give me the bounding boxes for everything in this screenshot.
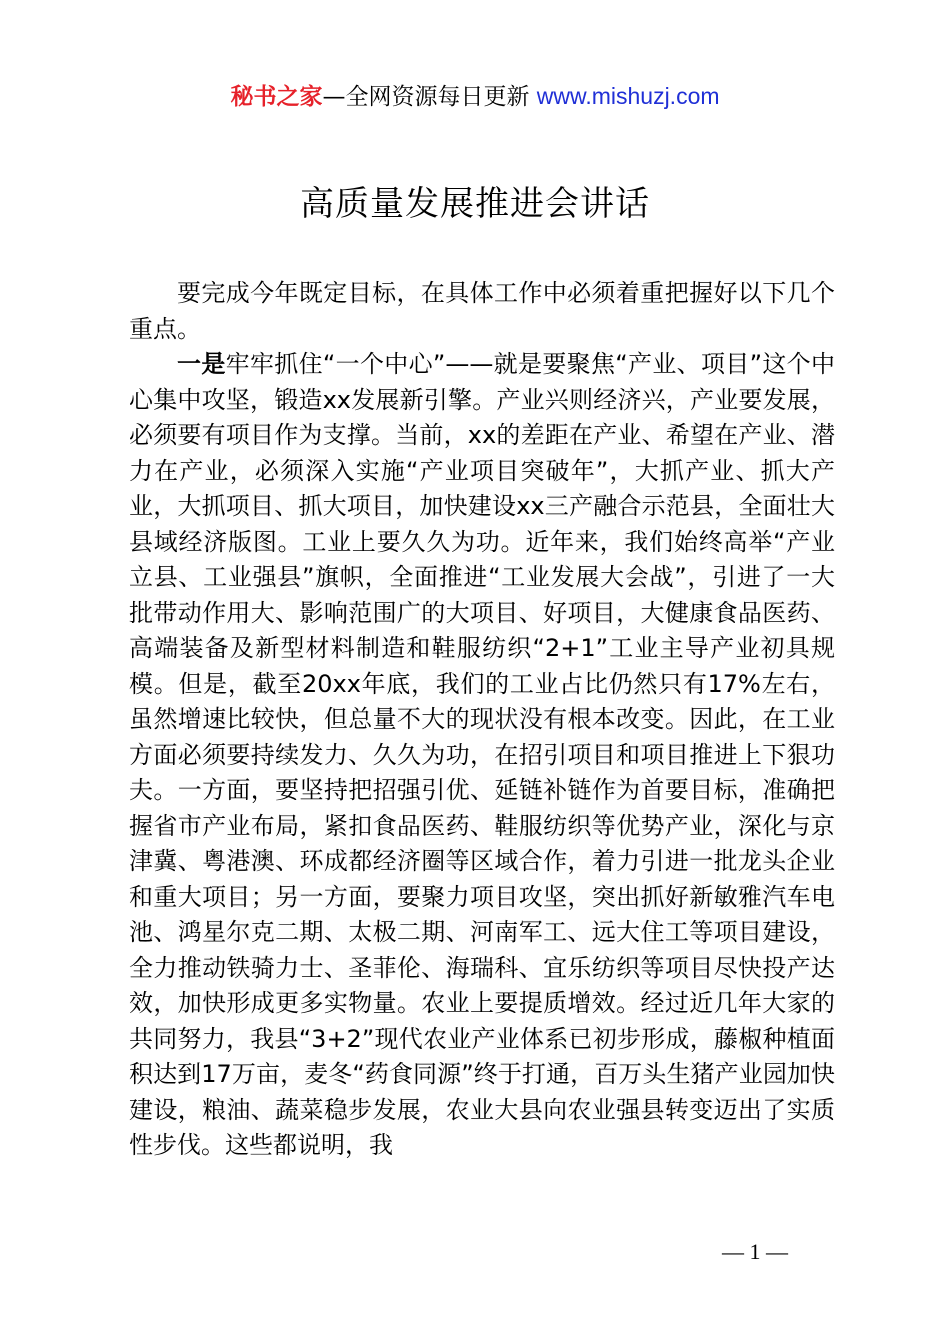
site-url-link[interactable]: www.mishuzj.com <box>536 83 720 109</box>
paragraph-point-one <box>129 347 835 1164</box>
document-body <box>129 276 835 1164</box>
paragraph-intro: 要完成今年既定目标，在具体工作中必须着重把握好以下几个重点。 <box>129 279 835 343</box>
paragraph-lead-label: 一是 <box>177 350 226 378</box>
paragraph-point-one-text: 牢牢抓住“一个中心”——就是要聚焦“产业、项目”这个中心集中攻坚，锻造xx发展新引擎。产业兴则经济兴，产业要发展，必须要有项目作为支撑。当前，xx的差距在产业、希望在产业、潜力在产业，必须深入实施“产业项目突破年”，大抓产业、抓大产业，大抓项目、抓大项目，加快建设xx三产融合示范县，全面壮大县域经济版图。工业上要久久为功。近年来，我们始终高举“产业立县、工业强县”旗帜，全面推进“工业发展大会战”，引进了一大批带动作用大、影响范围广的大项目、好项目，大健康食品医药、高端装备及新型材料制造和鞋服纺织“2+1”工业主导产业初具规模。但是，截至20xx年底，我们的工业占比仍然只有17%左右，虽然增速比较快，但总量不大的现状没有根本改变。因此，在工业方面必须要持续发力、久久为功，在招引项目和项目推进上下狠功夫。一方面，要坚持把招强引优、延链补链作为首要目标，准确把握省市产业布局，紧扣食品医药、鞋服纺织等优势产业，深化与京津冀、粤港澳、环成都经济圈等区域合作，着力引进一批龙头企业和重大项目；另一方面，要聚力项目攻坚，突出抓好新敏雅汽车电池、鸿星尔克二期、太极二期、河南军工、远大住工等项目建设，全力推动铁骑力士、圣菲伦、海瑞科、宜乐纺织等项目尽快投产达效，加快形成更多实物量。农业上要提质增效。经过近几年大家的共同努力，我县“3+2”现代农业产业体系已初步形成，藤椒种植面积达到17万亩，麦冬“药食同源”终于打通，百万头生猪产业园加快建设，粮油、蔬菜稳步发展，农业大县向农业强县转变迈出了实质性步伐。这些都说明，我 <box>129 350 836 1159</box>
document-title: 高质量发展推进会讲话 <box>300 184 650 224</box>
site-header <box>0 80 950 113</box>
site-slogan: —全网资源每日更新 <box>322 84 537 110</box>
page-number: — 1 — <box>722 1239 788 1264</box>
site-brand: 秘书之家 <box>230 84 323 110</box>
